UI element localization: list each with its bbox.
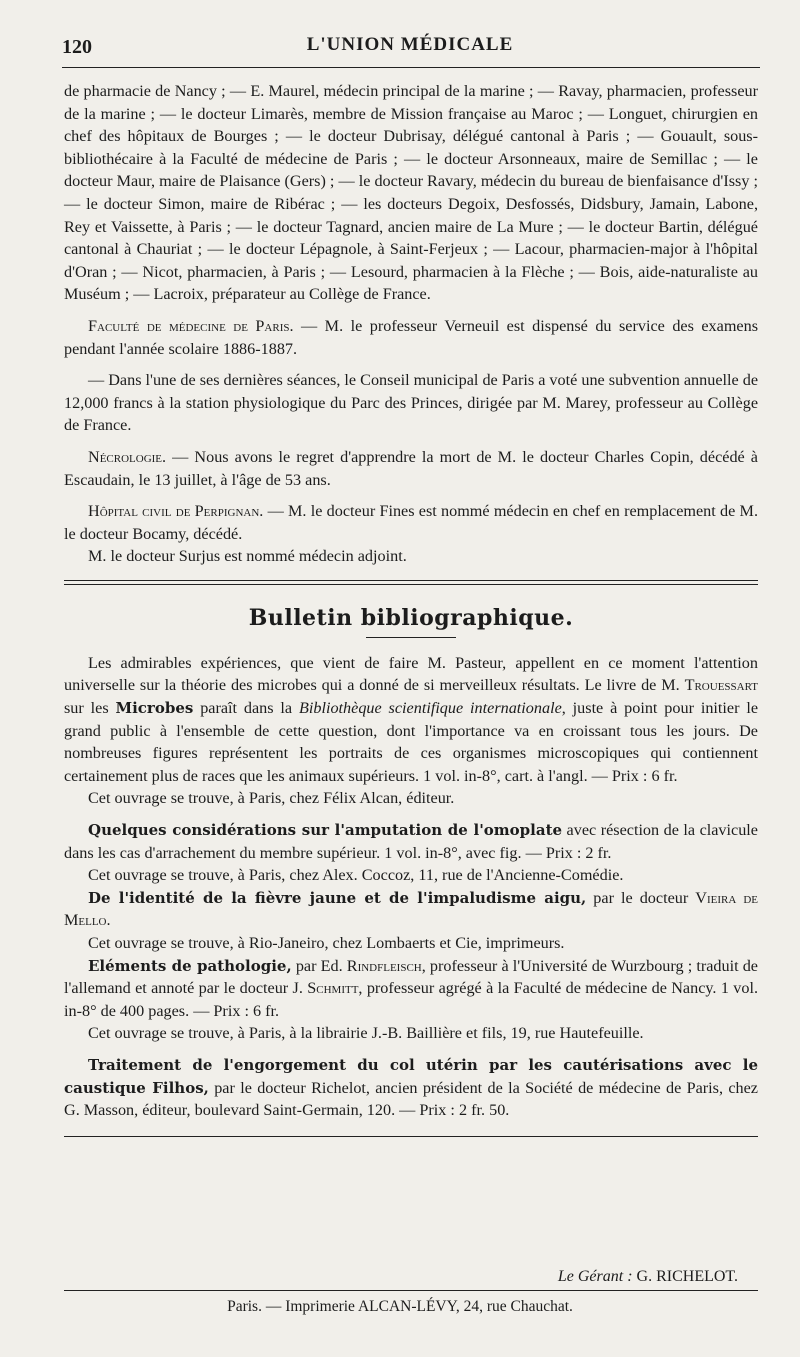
page-header [62,30,758,60]
bulletin-entry-fievre-jaune: De l'identité de la fièvre jaune et de l'impaludisme aigu, par le docteur Vieira de Mello. [64,888,758,930]
bulletin-entry-omoplate: Quelques considérations sur l'amputation de l'omoplate avec résection de la clavicule dans les cas d'arrachement du membre supérieur. 1 vol. in-8°, avec fig. — Prix : 2 fr. [64,821,758,862]
news-necrologie: Nécrologie. — Nous avons le regret d'apprendre la mort de M. le docteur Charles Copin, décédé à Escaudain, le 13 juillet, à l'âge de 53 ans. [64,447,758,489]
running-title: L'UNION MÉDICALE [306,34,514,55]
header-rule [62,67,760,68]
bulletin-entry-col-uterin: Traitement de l'engorgement du col utérin par les cautérisations avec le caustique Filhos, par le docteur Richelot, ancien président de la Société de médecine de Paris, chez G. Masson, éditeur, boulevard Saint-Germain, 120. — Prix : 2 fr. 50. [64,1055,758,1120]
news-promotions: de pharmacie de Nancy ; — E. Maurel, médecin principal de la marine ; — Ravay, pharmacien, professeur de la marine ; — le docteur Limarès, membre de Mission française au Maroc ; — Longuet, chirurgien en chef des hôpitaux de Bourges ; — le docteur Dubrisay, délégué cantonal à Paris ; — Gouault, sous-bibliothécaire à la Faculté de médecine de Paris ; — le docteur Arsonneaux, maire de Semillac ; — le docteur Maur, maire de Plaisance (Gers) ; — le docteur Ravary, médecin du bureau de bienfaisance d'Issy ; — le docteur Simon, maire de Ribérac ; — les docteurs Degoix, Desfossés, Didsbury, Jamain, Labone, Rey et Vaissette, à Paris ; — le docteur Tagnard, ancien maire de La Mure ; — le docteur Bartin, délégué cantonal à Chauriat ; — le docteur Lépagnole, à Saint-Ferjeux ; — Lacour, pharmacien-major à l'hôpital d'Oran ; — Nicot, pharmacien, à Paris ; — Lesourd, pharmacien à la Flèche ; — Bois, aide-naturaliste au Muséum ; — Lacroix, préparateur au Collège de France. [64,82,758,304]
bulletin-entry-pathologie: Eléments de pathologie, par Ed. Rindfleisch, professeur à l'Université de Wurzbourg ; traduit de l'allemand et annoté par le docteur J. Schmitt, professeur agrégé à la Faculté de médecine de Nancy. 1 vol. in-8° de 400 pages. — Prix : 6 fr. [64,956,758,1020]
bulletin-availability: Cet ouvrage se trouve, à Rio-Janeiro, chez Lombaerts et Cie, imprimeurs. [88,934,565,952]
signature-label: Le Gérant : [557,1268,633,1285]
section-rule-top [64,580,758,581]
printer-imprint: Paris. — Imprimerie ALCAN-LÉVY, 24, rue Chauchat. [227,1298,573,1315]
signature-name: G. RICHELOT. [636,1268,738,1285]
section-rule-bottom [64,584,758,585]
signature-block [0,1258,800,1292]
signature [0,1268,800,1292]
bulletin-availability: Cet ouvrage se trouve, à Paris, à la librairie J.-B. Baillière et fils, 19, rue Hautefeuille. [88,1024,644,1043]
news-lead: Hôpital civil de Perpignan. [88,502,264,521]
bulletin-entry-microbes: Les admirables expériences, que vient de faire M. Pasteur, appellent en ce moment l'attention universelle sur la théorie des microbes qui a donné de si merveilleux résultats. Le livre de M. Trouessart sur les Microbes paraît dans la Bibliothèque scientifique internationale, juste à point pour initier le grand public à l'ensemble de cette question, dont l'importance va en croissant tous les jours. De nombreuses figures représentent les portraits de ces organismes microscopiques qui contiennent certainement plus de races que les animaux supérieurs. 1 vol. in-8°, cart. à l'angl. — Prix : 6 fr. [64,653,759,785]
bulletin-availability: Cet ouvrage se trouve, à Paris, chez Alex. Coccoz, 11, rue de l'Ancienne-Comédie. [88,866,624,885]
news-lead: Faculté de médecine de Paris. [88,316,294,335]
page-number: 120 [62,36,92,58]
bulletin-title: Bulletin bibliographique. [248,604,574,631]
news-conseil-municipal: — Dans l'une de ses dernières séances, le Conseil municipal de Paris a voté une subvention annuelle de 12,000 francs à la station physiologique du Parc des Princes, dirigée par M. Marey, professeur au Collège de France. [64,371,759,435]
news-faculte: Faculté de médecine de Paris. — M. le professeur Verneuil est dispensé du service des examens pendant l'année scolaire 1886-1887. [64,316,758,358]
printer-rule [64,1290,758,1291]
footer-rule [64,1136,758,1137]
title-underline [366,637,456,638]
news-hopital-perpignan: Hôpital civil de Perpignan. — M. le docteur Fines est nommé médecin en chef en remplacement de M. le docteur Bocamy, décédé. [64,502,758,543]
news-surjus: M. le docteur Surjus est nommé médecin adjoint. [88,547,407,566]
news-lead: Nécrologie. [88,447,167,466]
page-body [64,80,758,1137]
bulletin-availability: Cet ouvrage se trouve, à Paris, chez Félix Alcan, éditeur. [88,789,455,808]
